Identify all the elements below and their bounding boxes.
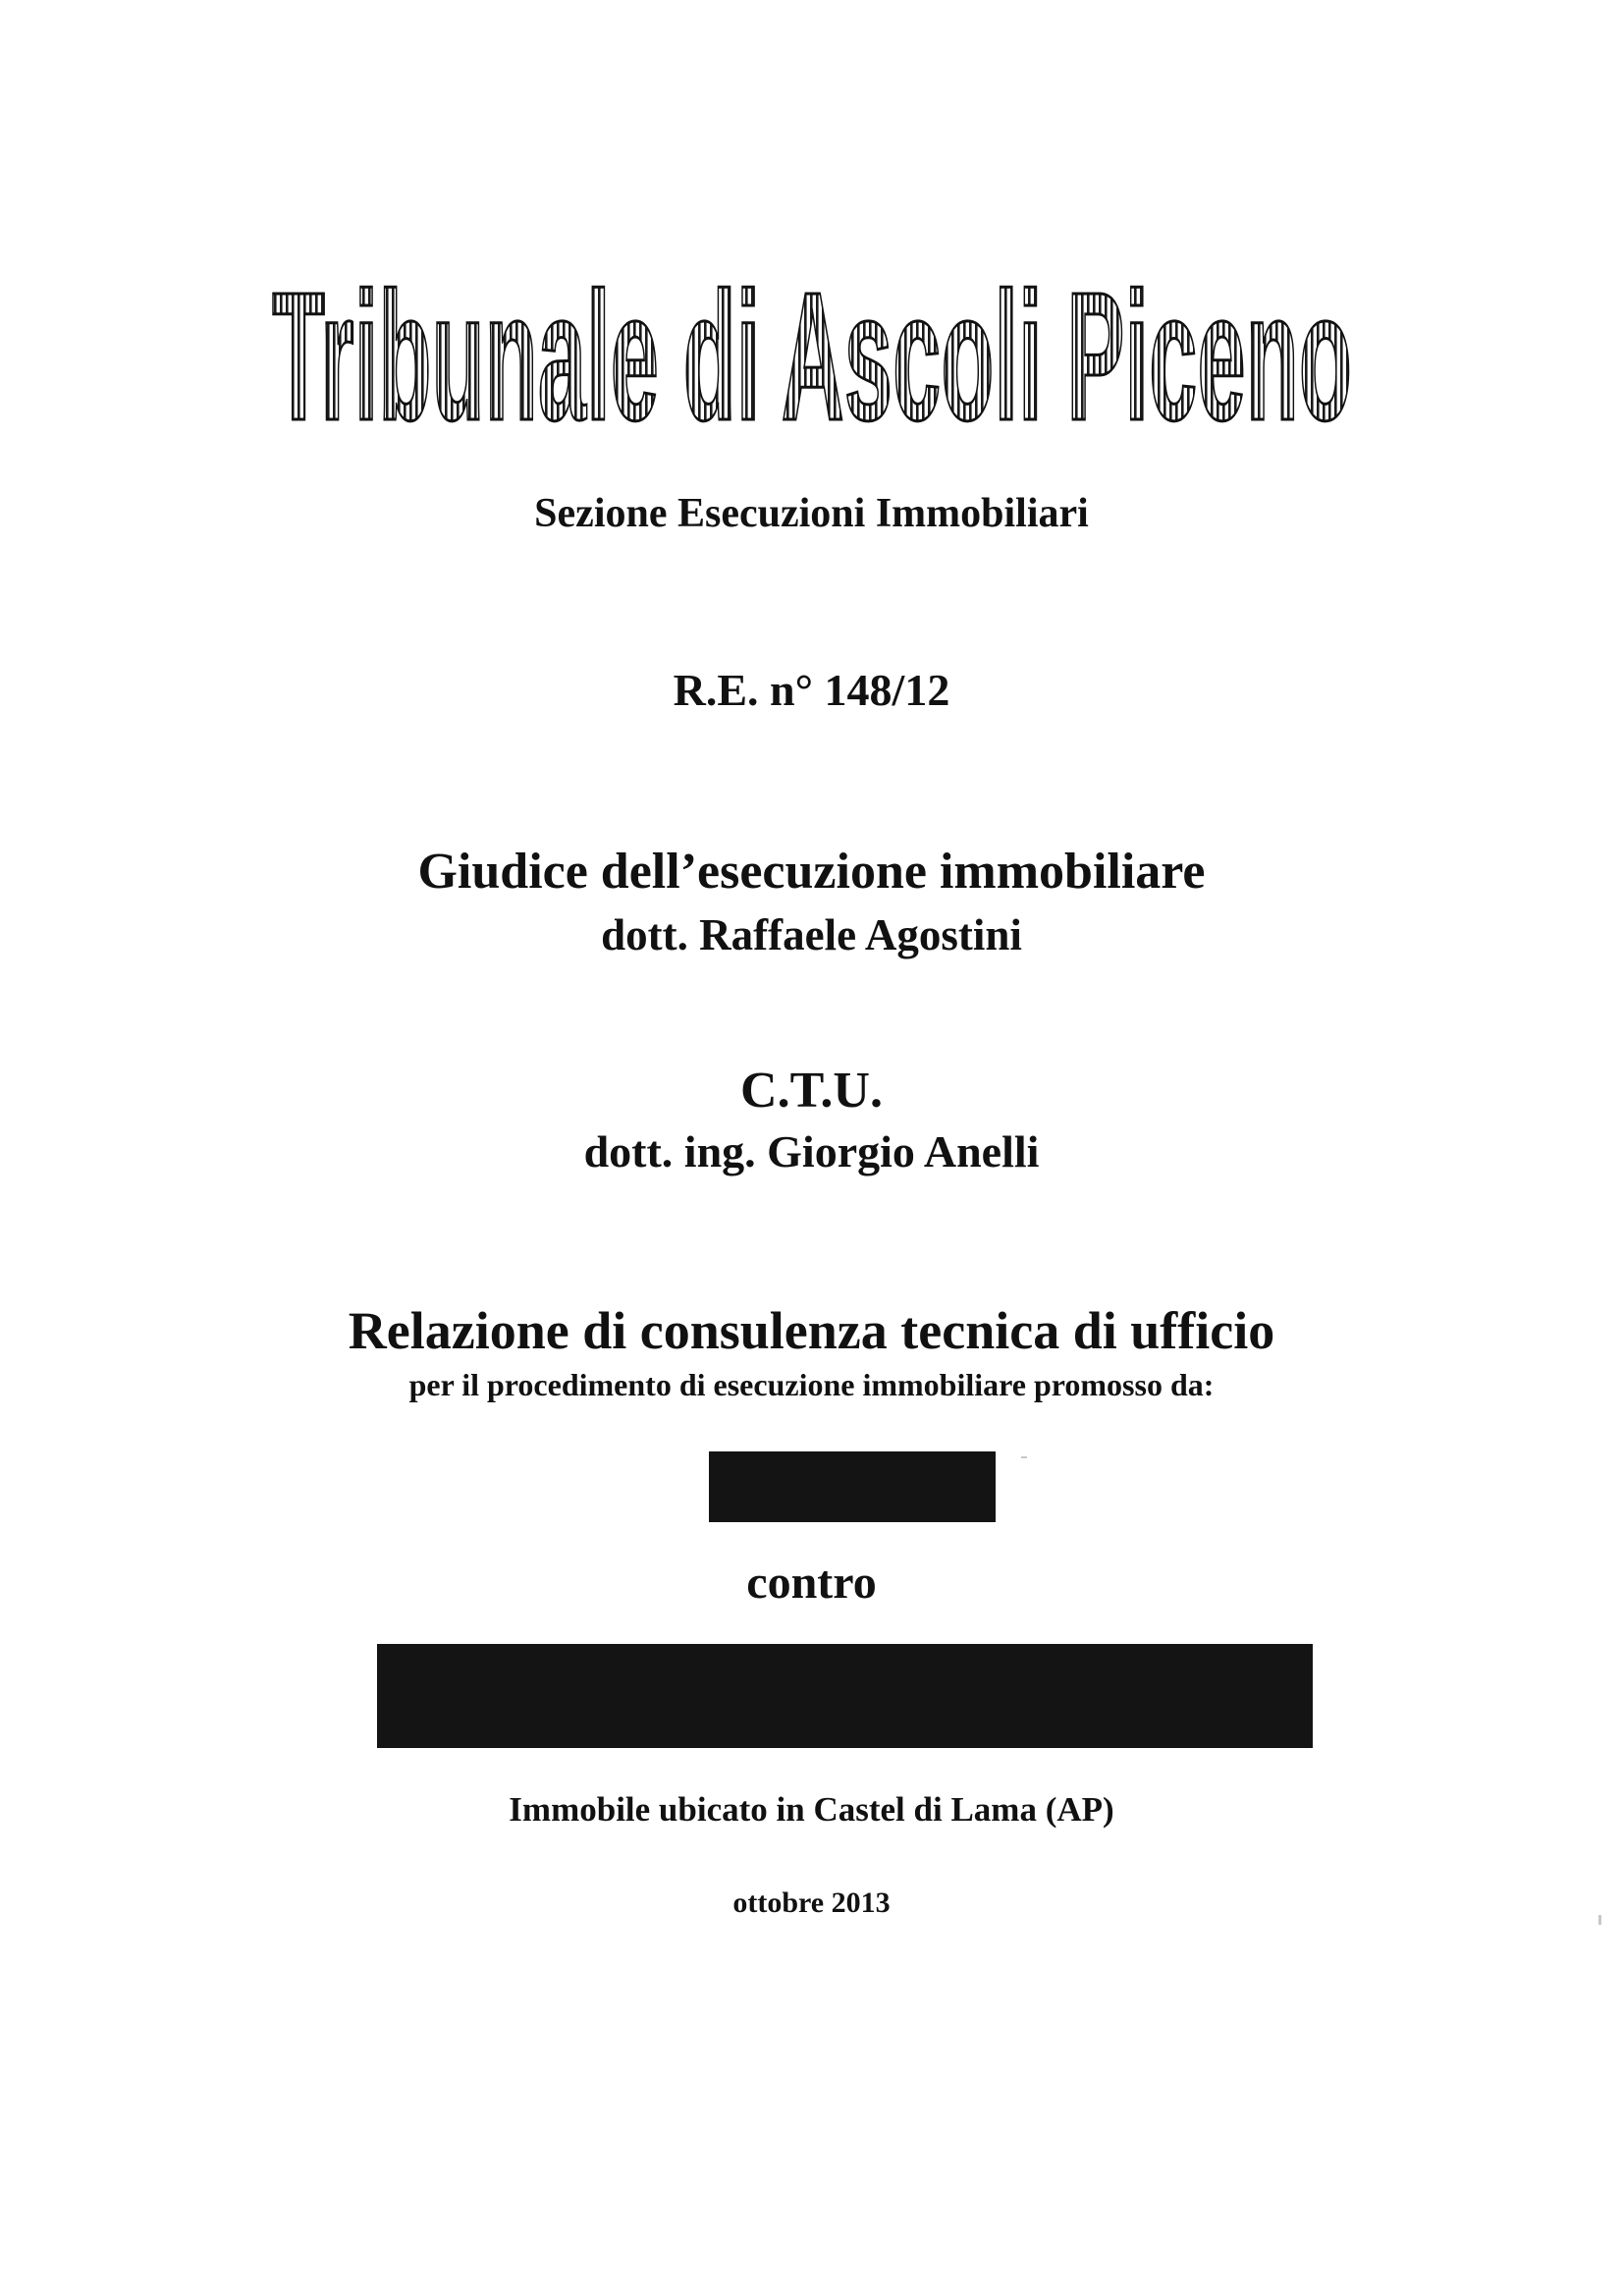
- section-label: Sezione Esecuzioni Immobiliari: [534, 491, 1089, 536]
- report-subtitle: per il procedimento di esecuzione immobiliare promosso da:: [408, 1367, 1215, 1402]
- judge-role: Giudice dell’esecuzione immobiliare: [417, 844, 1206, 900]
- document-date: ottobre 2013: [732, 1886, 891, 1919]
- scan-speck: [1598, 1915, 1601, 1925]
- against-label: contro: [746, 1557, 877, 1609]
- scan-speck: [1021, 1456, 1027, 1458]
- redacted-defendant: [377, 1644, 1313, 1748]
- court-title-art: [233, 250, 1391, 447]
- judge-name: dott. Raffaele Agostini: [601, 910, 1022, 959]
- court-title-heading: [0, 250, 1623, 447]
- court-title-text: Tribunale di Ascoli Piceno: [271, 255, 1352, 447]
- report-title: Relazione di consulenza tecnica di ufficio: [348, 1301, 1275, 1360]
- ctu-label: C.T.U.: [740, 1063, 883, 1119]
- redacted-plaintiff: [709, 1451, 996, 1522]
- ctu-name: dott. ing. Giorgio Anelli: [583, 1126, 1040, 1176]
- case-number: R.E. n° 148/12: [673, 665, 950, 715]
- property-location: Immobile ubicato in Castel di Lama (AP): [509, 1790, 1114, 1829]
